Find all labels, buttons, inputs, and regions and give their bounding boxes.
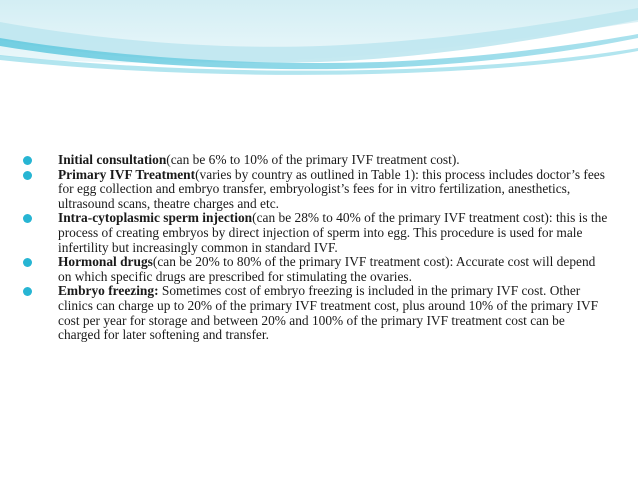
list-item — [20, 153, 610, 168]
bullet-title: Hormonal drugs — [58, 254, 153, 270]
bullet-text: (can be 6% to 10% of the primary IVF treatment cost). — [166, 152, 460, 167]
bullet-text: (can be 20% to 80% of the primary IVF treatment cost): Accurate cost will depend on which specific drugs are prescribed for stimulating the ovaries. — [58, 254, 596, 284]
bullet-title: Initial consultation — [58, 152, 167, 167]
list-item — [20, 284, 610, 342]
bullet-list — [20, 153, 610, 343]
bullet-title: Primary IVF Treatment — [58, 166, 196, 182]
bullet-icon — [23, 171, 32, 180]
bullet-icon — [23, 258, 32, 267]
bullet-text: (varies by country as outlined in Table 1): this process includes doctor’s fees for egg collection and embryo transfer, embryologist’s fees for in vitro fertilization, anesthetics, ultrasound scans, theatre charges and etc. — [58, 166, 605, 211]
list-item — [20, 255, 610, 284]
bullet-text: (can be 28% to 40% of the primary IVF treatment cost): this is the process of creating embryos by direct injection of sperm into egg. This procedure is used for male infertility but increasingly common in standard IVF. — [58, 210, 608, 255]
bullet-icon — [23, 287, 32, 296]
bullet-title: Embryo freezing: — [58, 283, 159, 299]
bullet-text: Sometimes cost of embryo freezing is included in the primary IVF cost. Other clinics can charge up to 20% of the primary IVF treatment cost, plus around 10% of the primary IVF cost per year for storage and between 20% and 100% of the primary IVF treatment cost can be charged for later softening and transfer. — [58, 283, 599, 343]
bullet-title: Intra-cytoplasmic sperm injection — [58, 210, 253, 226]
bullet-icon — [23, 156, 32, 165]
list-item — [20, 168, 610, 212]
list-item — [20, 211, 610, 255]
bullet-icon — [23, 214, 32, 223]
